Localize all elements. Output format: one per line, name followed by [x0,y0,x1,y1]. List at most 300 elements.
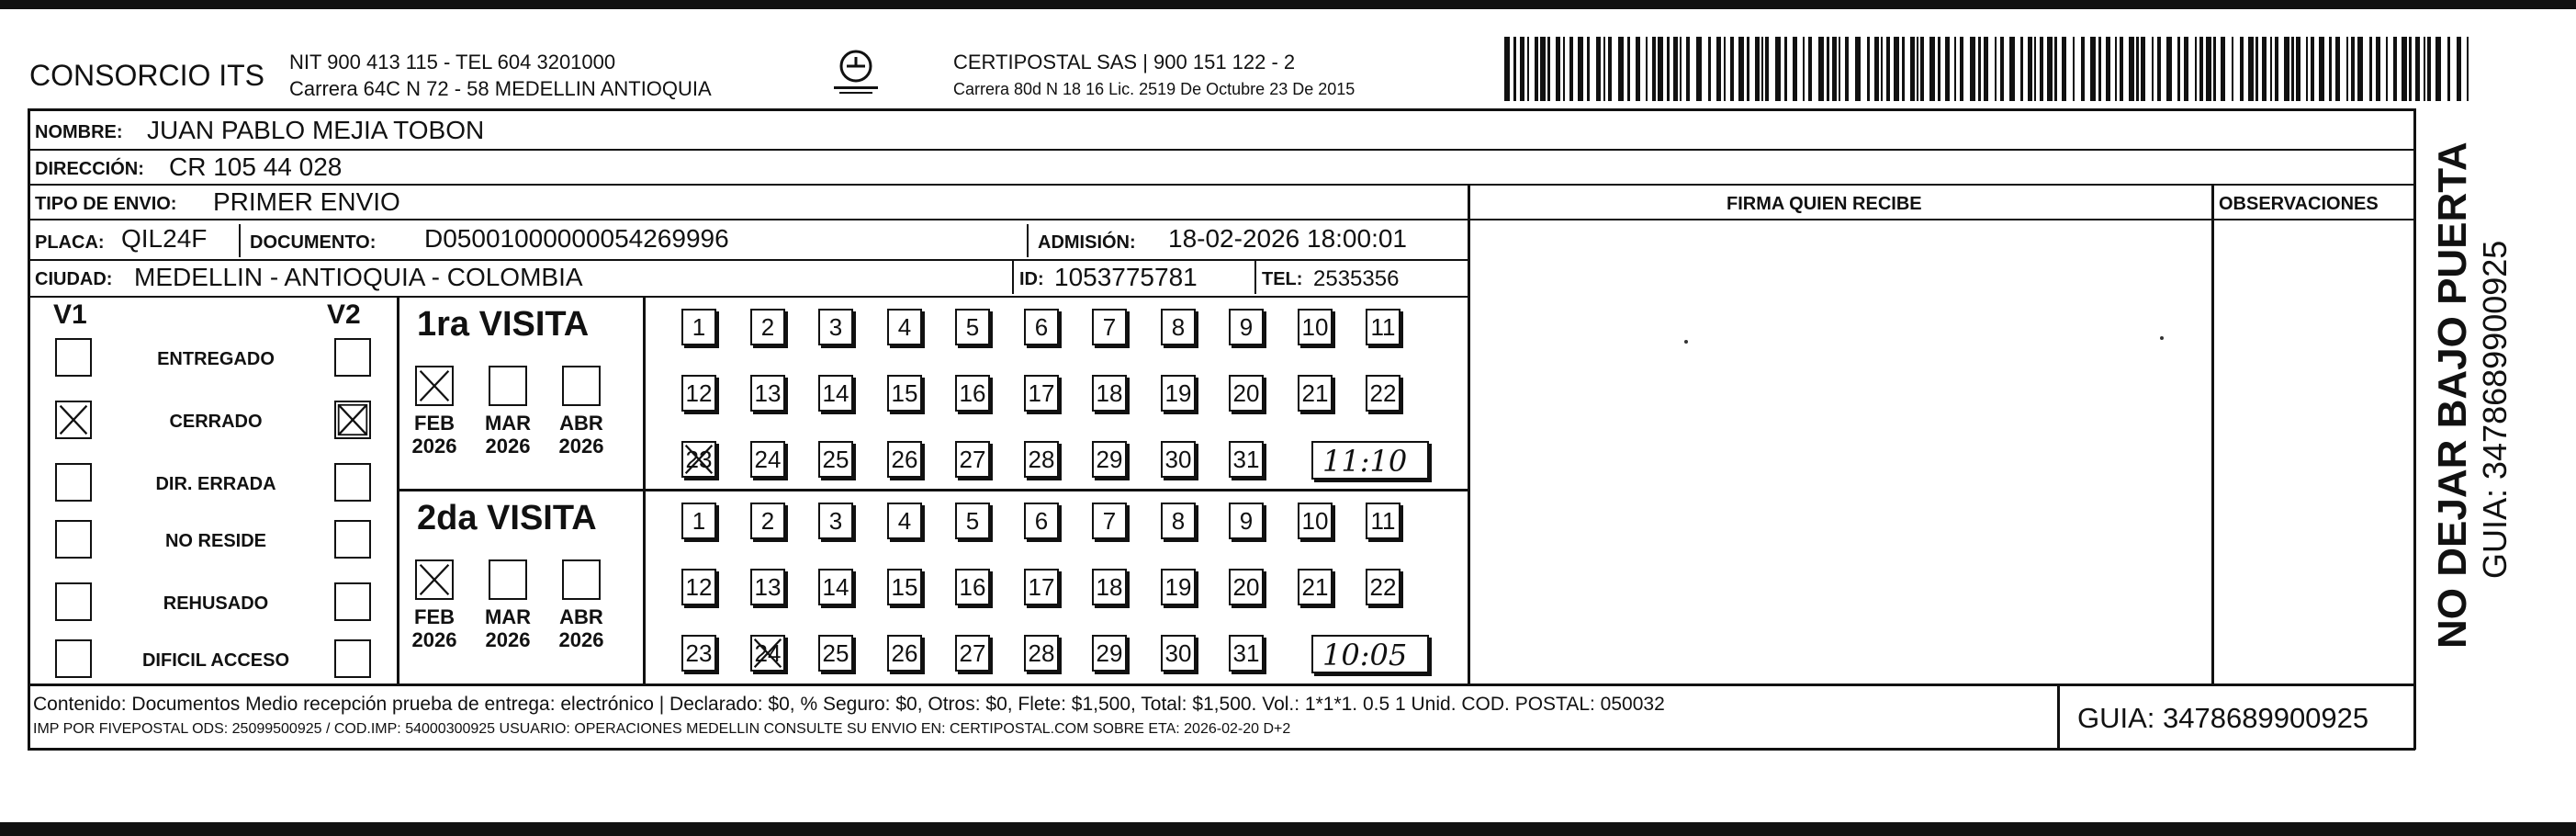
barcode-bar [2166,37,2172,101]
barcode-bar [1540,37,1546,101]
day-box[interactable] [1366,309,1400,345]
barcode-bar [2415,37,2420,101]
day-box[interactable] [955,503,990,539]
day-box[interactable] [887,635,922,672]
barcode-bar [2296,37,2300,101]
barcode-bar [1970,37,1975,101]
firma-header: FIRMA QUIEN RECIBE [1727,194,1922,214]
barcode-bar [2106,37,2110,101]
day-box[interactable] [1024,309,1059,345]
day-box[interactable] [1298,309,1333,345]
table-right [2413,108,2416,750]
barcode-bar [2424,37,2425,101]
month-checkbox[interactable] [562,366,601,406]
day-number: 24 [754,446,782,473]
day-box[interactable] [750,309,785,345]
day-number: 21 [1301,379,1329,407]
barcode-bar [1917,37,1918,101]
status-label: NO RESIDE [164,531,267,551]
barcode-bar [2157,37,2161,101]
day-box[interactable] [750,635,785,672]
barcode-bar [2081,37,2085,101]
day-number: 19 [1164,379,1192,407]
day-number: 20 [1232,379,1260,407]
barcode-bar [2098,37,2101,101]
day-box[interactable] [1092,635,1127,672]
barcode-bar [2136,37,2139,101]
day-number: 11 [1370,507,1396,535]
day-box[interactable] [955,441,990,478]
barcode-bar [2351,37,2355,101]
day-box[interactable] [1161,635,1196,672]
day-box[interactable] [818,635,853,672]
day-box[interactable] [1092,569,1127,605]
barcode-bar [2090,37,2096,101]
barcode-bar [1708,37,1711,101]
day-box[interactable] [1366,375,1400,412]
barcode-bar [2270,37,2272,101]
v1-header: V1 [53,299,87,330]
barcode-bar [1563,37,1565,101]
barcode-bar [2255,37,2258,101]
barcode-bar [1902,37,1905,101]
day-number: 3 [828,507,843,535]
visit-title: 2da VISITA [417,499,597,537]
day-box[interactable] [887,309,922,345]
month-label: ABR 2026 [558,412,604,458]
day-number: 16 [959,573,986,601]
barcode-bar [2467,37,2469,101]
barcode-bar [1547,37,1550,101]
day-box[interactable] [1229,375,1264,412]
barcode-bar [1730,37,1734,101]
day-box[interactable] [681,309,716,345]
day-number: 28 [1028,639,1055,667]
day-box[interactable] [1161,569,1196,605]
day-number: 24 [754,639,782,667]
barcode-bar [2386,37,2388,101]
barcode-bar [1954,37,1956,101]
barcode-bar [2120,37,2123,101]
table-left [28,108,30,750]
barcode-bar [2047,37,2053,101]
barcode-bar [2376,37,2380,101]
day-number: 30 [1164,446,1192,473]
v1-checkbox[interactable] [55,520,92,559]
barcode-bar [1755,37,1760,101]
barcode-bar [1808,37,1812,101]
row-line-1 [28,149,2415,151]
day-box[interactable] [1366,503,1400,539]
v2-checkbox[interactable] [334,582,371,621]
day-box[interactable] [818,375,853,412]
barcode-bar [2152,37,2154,101]
row-line-3 [28,219,1469,220]
barcode-bar [2020,37,2023,101]
barcode-bar [2427,37,2431,101]
barcode-bar [1618,37,1624,101]
status-label: REHUSADO [163,593,269,614]
day-box[interactable] [887,441,922,478]
day-box[interactable] [1229,635,1264,672]
barcode-bar [2457,37,2461,101]
id-value: 1053775781 [1054,263,1198,291]
day-number: 12 [685,379,713,407]
placa-value: QIL24F [121,224,208,253]
stray-mark [1684,340,1688,344]
barcode-bar [2306,37,2308,101]
barcode-bar [2369,37,2372,101]
time-value: 10:05 [1322,638,1408,672]
barcode-bar [1673,37,1678,101]
barcode-bar [2213,37,2216,101]
day-box[interactable] [1229,309,1264,345]
day-box[interactable] [818,309,853,345]
day-box[interactable] [1161,503,1196,539]
barcode-bar [1696,37,1702,101]
table-top [28,108,2415,111]
day-number: 10 [1301,507,1329,535]
time-box[interactable] [1311,441,1429,480]
day-number: 20 [1232,573,1260,601]
footer-imp: IMP POR FIVEPOSTAL ODS: 25099500925 / COD.IMP: 54000300925 USUARIO: OPERACIONES MEDELLIN CONSULTE SU ENVIO EN: CERTIPOSTAL.COM SOBRE ETA: 2026-02-20 D+2 [33,721,1291,737]
v2-checkbox[interactable] [334,639,371,678]
v2-checkbox[interactable] [334,338,371,377]
day-box[interactable] [1092,375,1127,412]
barcode-bar [1724,37,1726,101]
observations-area[interactable] [2215,220,2412,682]
barcode-bar [2009,37,2015,101]
ciudad-label: CIUDAD: [35,269,113,289]
day-box[interactable] [1161,375,1196,412]
barcode-bar [2329,37,2332,101]
month-label: MAR 2026 [484,605,532,652]
day-box[interactable] [818,569,853,605]
footer-contenido: Contenido: Documentos Medio recepción prueba de entrega: electrónico | Declarado: $0, % Seguro: $0, Otros: $0, Flete: $1,500, Total: $1,500. Vol.: 1*1*1. 0.5 1 Unid. COD. POSTAL: 050032 [33,694,1665,715]
obs-left [2211,184,2214,685]
barcode-bar [1527,37,1529,101]
barcode-bar [1578,37,1583,101]
admision-label: ADMISIÓN: [1038,232,1136,253]
barcode-bar [1886,37,1890,101]
day-box[interactable] [681,569,716,605]
certipostal-line1: CERTIPOSTAL SAS | 900 151 122 - 2 [953,51,1296,73]
barcode-bar [1984,37,1988,101]
day-box[interactable] [1298,569,1333,605]
day-number: 16 [959,379,986,407]
day-box[interactable] [955,309,990,345]
v2-checkbox[interactable] [334,520,371,559]
documento-value: D05001000000054269996 [424,224,729,253]
v2-header: V2 [327,299,361,330]
barcode-bar [1945,37,1950,101]
tipo-value: PRIMER ENVIO [213,187,400,216]
barcode-bar [2000,37,2004,101]
bottom-edge [0,822,2576,836]
barcode-bar [2248,37,2254,101]
day-box[interactable] [1366,569,1400,605]
barcode-bar [1636,37,1640,101]
v1-checkbox[interactable] [55,463,92,502]
barcode-bar [2393,37,2397,101]
day-box[interactable] [1092,441,1127,478]
barcode-bar [1978,37,1981,101]
day-number: 9 [1239,313,1254,341]
day-box[interactable] [1229,569,1264,605]
barcode-bar [1839,37,1840,101]
day-number: 31 [1232,639,1260,667]
day-box[interactable] [1229,503,1264,539]
barcode-bar [2346,37,2348,101]
day-number: 12 [685,573,713,601]
month-checkbox[interactable] [489,366,527,406]
barcode-bar [1855,37,1861,101]
day-box[interactable] [1298,503,1333,539]
certipostal-logo [827,46,885,97]
barcode-bar [2311,37,2314,101]
day-box[interactable] [887,375,922,412]
v1-checkbox[interactable] [55,639,92,678]
day-number: 22 [1369,573,1397,601]
day-number: 25 [822,639,849,667]
direccion-label: DIRECCIÓN: [35,159,144,179]
barcode-bar [2447,37,2450,101]
day-number: 1 [692,507,706,535]
placa-label: PLACA: [35,232,105,253]
status-label: DIR. ERRADA [155,474,276,494]
day-number: 7 [1102,313,1117,341]
status-label: ENTREGADO [157,349,275,369]
barcode-bar [1775,37,1781,101]
day-number: 21 [1301,573,1329,601]
barcode-bar [1608,37,1612,101]
day-box[interactable] [955,635,990,672]
day-box[interactable] [681,635,716,672]
barcode-bar [1960,37,1963,101]
day-number: 13 [754,379,782,407]
barcode-bar [1832,37,1837,101]
day-number: 26 [891,639,918,667]
barcode-bar [2184,37,2188,101]
day-box[interactable] [955,375,990,412]
barcode-bar [2073,37,2075,101]
ciudad-value: MEDELLIN - ANTIOQUIA - COLOMBIA [134,263,583,291]
barcode-bar [2028,37,2032,101]
barcode-bar [2034,37,2036,101]
day-number: 27 [959,446,986,473]
day-number: 5 [965,313,980,341]
barcode-bar [2435,37,2441,101]
visit-sep [397,489,1469,491]
day-box[interactable] [1161,441,1196,478]
tel-sep [1254,261,1256,294]
day-box[interactable] [1161,309,1196,345]
day-box[interactable] [818,441,853,478]
barcode-bar [1667,37,1670,101]
barcode-bar [1818,37,1824,101]
barcode-bar [2115,37,2117,101]
month-checkbox[interactable] [415,559,454,600]
day-number: 8 [1171,507,1186,535]
company-nit: NIT 900 413 115 - TEL 604 3201000 [289,51,616,73]
admision-sep [1027,224,1029,257]
barcode-bar [2221,37,2225,101]
company-name: CONSORCIO ITS [29,59,265,92]
barcode-bar [2262,37,2267,101]
day-box[interactable] [1229,441,1264,478]
barcode-bar [1747,37,1749,101]
side-warning: NO DEJAR BAJO PUERTA [2430,141,2475,649]
barcode-bar [1867,37,1870,101]
day-number: 18 [1096,573,1123,601]
barcode-bar [1716,37,1721,101]
barcode-bar [1680,37,1682,101]
day-box[interactable] [681,375,716,412]
day-box[interactable] [750,569,785,605]
barcode-bar [1556,37,1560,101]
day-number: 11 [1370,313,1396,341]
day-number: 4 [897,507,912,535]
barcode-bar [2206,37,2211,101]
top-edge [0,0,2576,9]
barcode-bar [2054,37,2057,101]
barcode-bar [1938,37,1940,101]
barcode-bar [1504,37,1510,101]
day-number: 23 [685,446,713,473]
day-box[interactable] [887,569,922,605]
tipo-label: TIPO DE ENVIO: [35,194,177,214]
day-number: 2 [760,507,775,535]
day-number: 14 [822,379,849,407]
barcode-bar [1920,37,1924,101]
day-box[interactable] [750,375,785,412]
day-box[interactable] [1024,375,1059,412]
day-box[interactable] [818,503,853,539]
barcode-bar [2195,37,2197,101]
day-box[interactable] [681,503,716,539]
month-checkbox[interactable] [562,559,601,600]
observaciones-header: OBSERVACIONES [2219,194,2379,214]
barcode-bar [1995,37,1997,101]
barcode-bar [1894,37,1899,101]
v1-checkbox[interactable] [55,338,92,377]
barcode-bar [1686,37,1690,101]
visit-title: 1ra VISITA [417,305,590,344]
month-checkbox[interactable] [415,366,454,406]
v2-checkbox[interactable] [334,401,371,439]
firma-left [1468,184,1470,685]
day-box[interactable] [1024,503,1059,539]
v1-checkbox[interactable] [55,401,92,439]
id-sep [1012,261,1014,294]
barcode [1504,37,2469,101]
barcode-bar [1569,37,1573,101]
barcode-bar [1513,37,1516,101]
barcode-bar [2232,37,2233,101]
tel-value: 2535356 [1313,266,1400,291]
day-box[interactable] [1024,441,1059,478]
day-number: 3 [828,313,843,341]
barcode-bar [1881,37,1883,101]
day-number: 17 [1028,573,1055,601]
month-label: FEB 2026 [411,605,457,652]
barcode-bar [1803,37,1805,101]
month-checkbox[interactable] [489,559,527,600]
barcode-bar [1845,37,1849,101]
company-address: Carrera 64C N 72 - 58 MEDELLIN ANTIOQUIA [289,77,712,100]
barcode-bar [1646,37,1648,101]
day-number: 1 [692,313,706,341]
barcode-bar [1627,37,1630,101]
day-number: 15 [891,379,918,407]
tel-label: TEL: [1262,269,1303,289]
day-box[interactable] [1298,375,1333,412]
day-number: 6 [1034,507,1049,535]
day-box[interactable] [1024,569,1059,605]
day-number: 2 [760,313,775,341]
day-number: 5 [965,507,980,535]
day-box[interactable] [681,441,716,478]
barcode-bar [1520,37,1524,101]
barcode-bar [1874,37,1879,101]
barcode-bar [2284,37,2289,101]
barcode-bar [1761,37,1763,101]
day-number: 10 [1301,313,1329,341]
day-box[interactable] [887,503,922,539]
placa-sep [239,224,241,257]
day-box[interactable] [1092,309,1127,345]
barcode-bar [2357,37,2363,101]
day-box[interactable] [750,503,785,539]
barcode-bar [2402,37,2407,101]
barcode-bar [1929,37,1935,101]
day-number: 13 [754,573,782,601]
documento-label: DOCUMENTO: [250,232,377,253]
certipostal-line2: Carrera 80d N 18 16 Lic. 2519 De Octubre 23 De 2015 [953,80,1355,98]
day-box[interactable] [1024,635,1059,672]
barcode-bar [2062,37,2066,101]
month-label: FEB 2026 [411,412,457,458]
day-number: 26 [891,446,918,473]
v1-checkbox[interactable] [55,582,92,621]
row-line-5 [28,296,1469,298]
day-number: 22 [1369,379,1397,407]
id-label: ID: [1019,269,1044,289]
day-number: 23 [685,639,713,667]
barcode-bar [1535,37,1538,101]
day-number: 7 [1102,507,1117,535]
day-number: 29 [1096,446,1123,473]
time-box[interactable] [1311,635,1429,673]
side-guia: GUIA: 3478689900925 [2476,240,2514,579]
barcode-bar [1827,37,1829,101]
stray-mark [2160,336,2164,340]
signature-area[interactable] [1471,220,2210,682]
day-box[interactable] [1092,503,1127,539]
month-label: ABR 2026 [558,605,604,652]
barcode-bar [2291,37,2294,101]
barcode-bar [1603,37,1605,101]
row-line-4 [28,259,1469,261]
day-box[interactable] [955,569,990,605]
day-box[interactable] [750,441,785,478]
day-number: 31 [1232,446,1260,473]
day-number: 8 [1171,313,1186,341]
barcode-bar [2177,37,2180,101]
v2-checkbox[interactable] [334,463,371,502]
barcode-bar [1793,37,1797,101]
day-number: 27 [959,639,986,667]
